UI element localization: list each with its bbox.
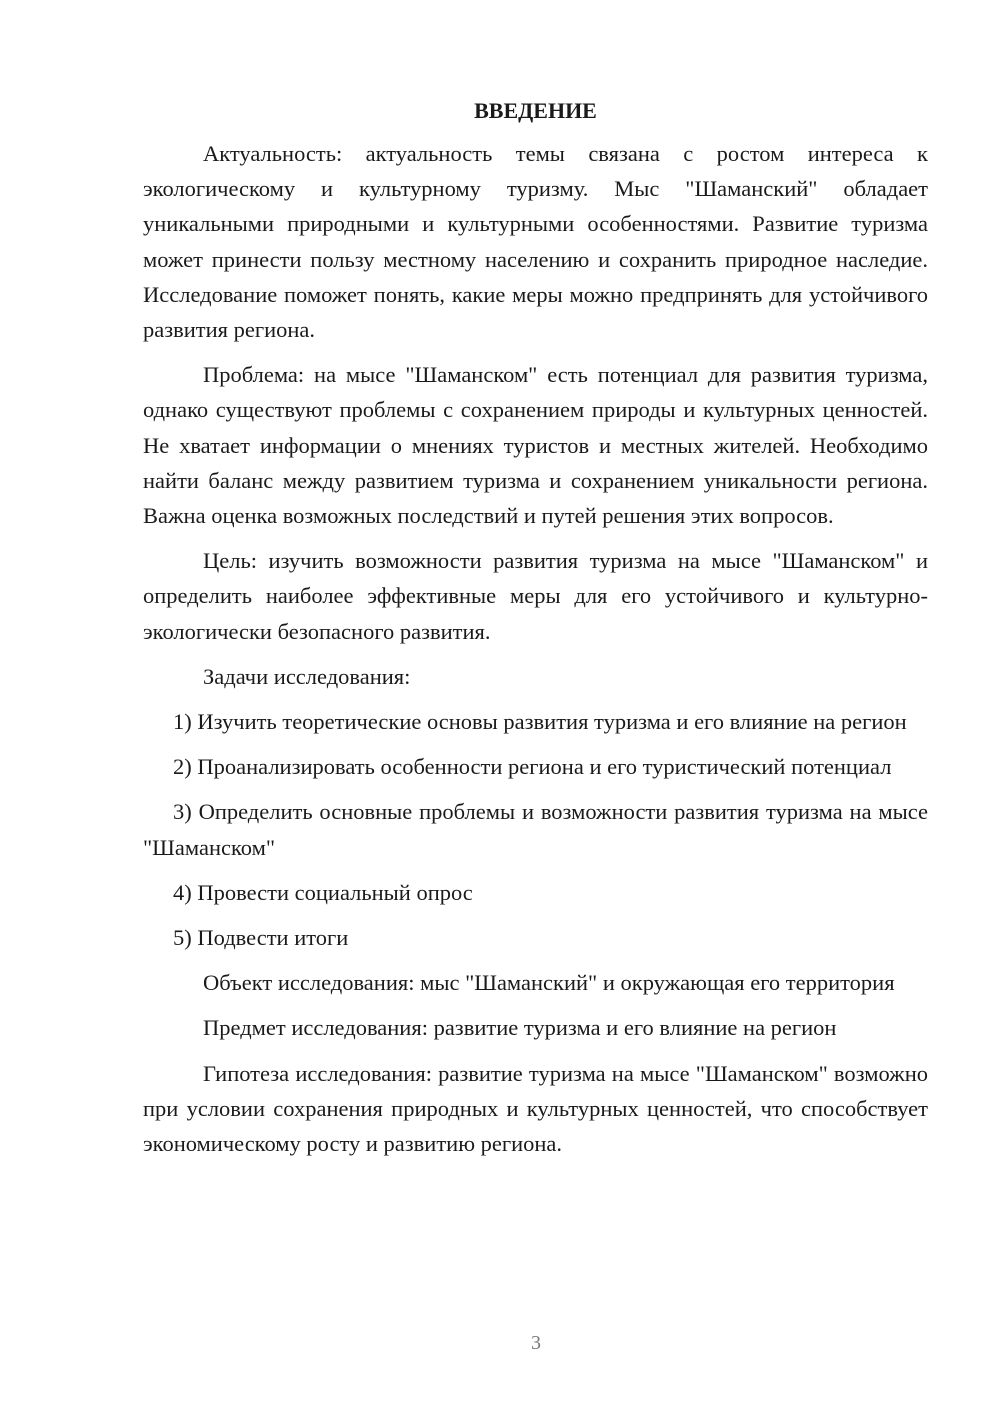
task-item-3: 3) Определить основные проблемы и возможности развития туризма на мысе "Шаманском"	[143, 799, 928, 860]
paragraph-hypothesis: Гипотеза исследования: развитие туризма на мысе "Шаманском" возможно при условии сохранения природных и культурных ценностей, что способствует экономическому росту и развитию региона.	[143, 1060, 928, 1157]
paragraph-problem: Проблема: на мысе "Шаманском" есть потенциал для развития туризма, однако существуют проблемы с сохранением природы и культурных ценностей. Не хватает информации о мнениях туристов и местных жителей. Необходимо найти баланс между развитием туризма и сохранением уникальности региона. Важна оценка возможных последствий и путей решения этих вопросов.	[143, 362, 928, 529]
paragraph-goal: Цель: изучить возможности развития туризма на мысе "Шаманском" и определить наиболее эффективные меры для его устойчивого и культурно-экологически безопасного развития.	[143, 548, 928, 644]
task-item-5: 5) Подвести итоги	[173, 925, 349, 951]
task-item-1: 1) Изучить теоретические основы развития туризма и его влияние на регион	[173, 709, 907, 735]
paragraph-tasks-heading: Задачи исследования:	[203, 663, 411, 689]
document-page	[143, 94, 928, 1171]
page-number: 3	[531, 1332, 541, 1354]
task-item-4: 4) Провести социальный опрос	[173, 879, 473, 905]
paragraph-subject: Предмет исследования: развитие туризма и его влияние на регион	[203, 1015, 837, 1041]
paragraph-object: Объект исследования: мыс "Шаманский" и окружающая его территория	[203, 970, 895, 996]
task-item-2: 2) Проанализировать особенности региона и его туристический потенциал	[173, 754, 892, 780]
page-title: ВВЕДЕНИЕ	[474, 98, 597, 123]
paragraph-relevance: Актуальность: актуальность темы связана с ростом интереса к экологическому и культурному туризму. Мыс "Шаманский" обладает уникальными природными и культурными особенностями. Развитие туризма может принести пользу местному населению и сохранить природное наследие. Исследование поможет понять, какие меры можно предпринять для устойчивого развития региона.	[143, 141, 928, 343]
